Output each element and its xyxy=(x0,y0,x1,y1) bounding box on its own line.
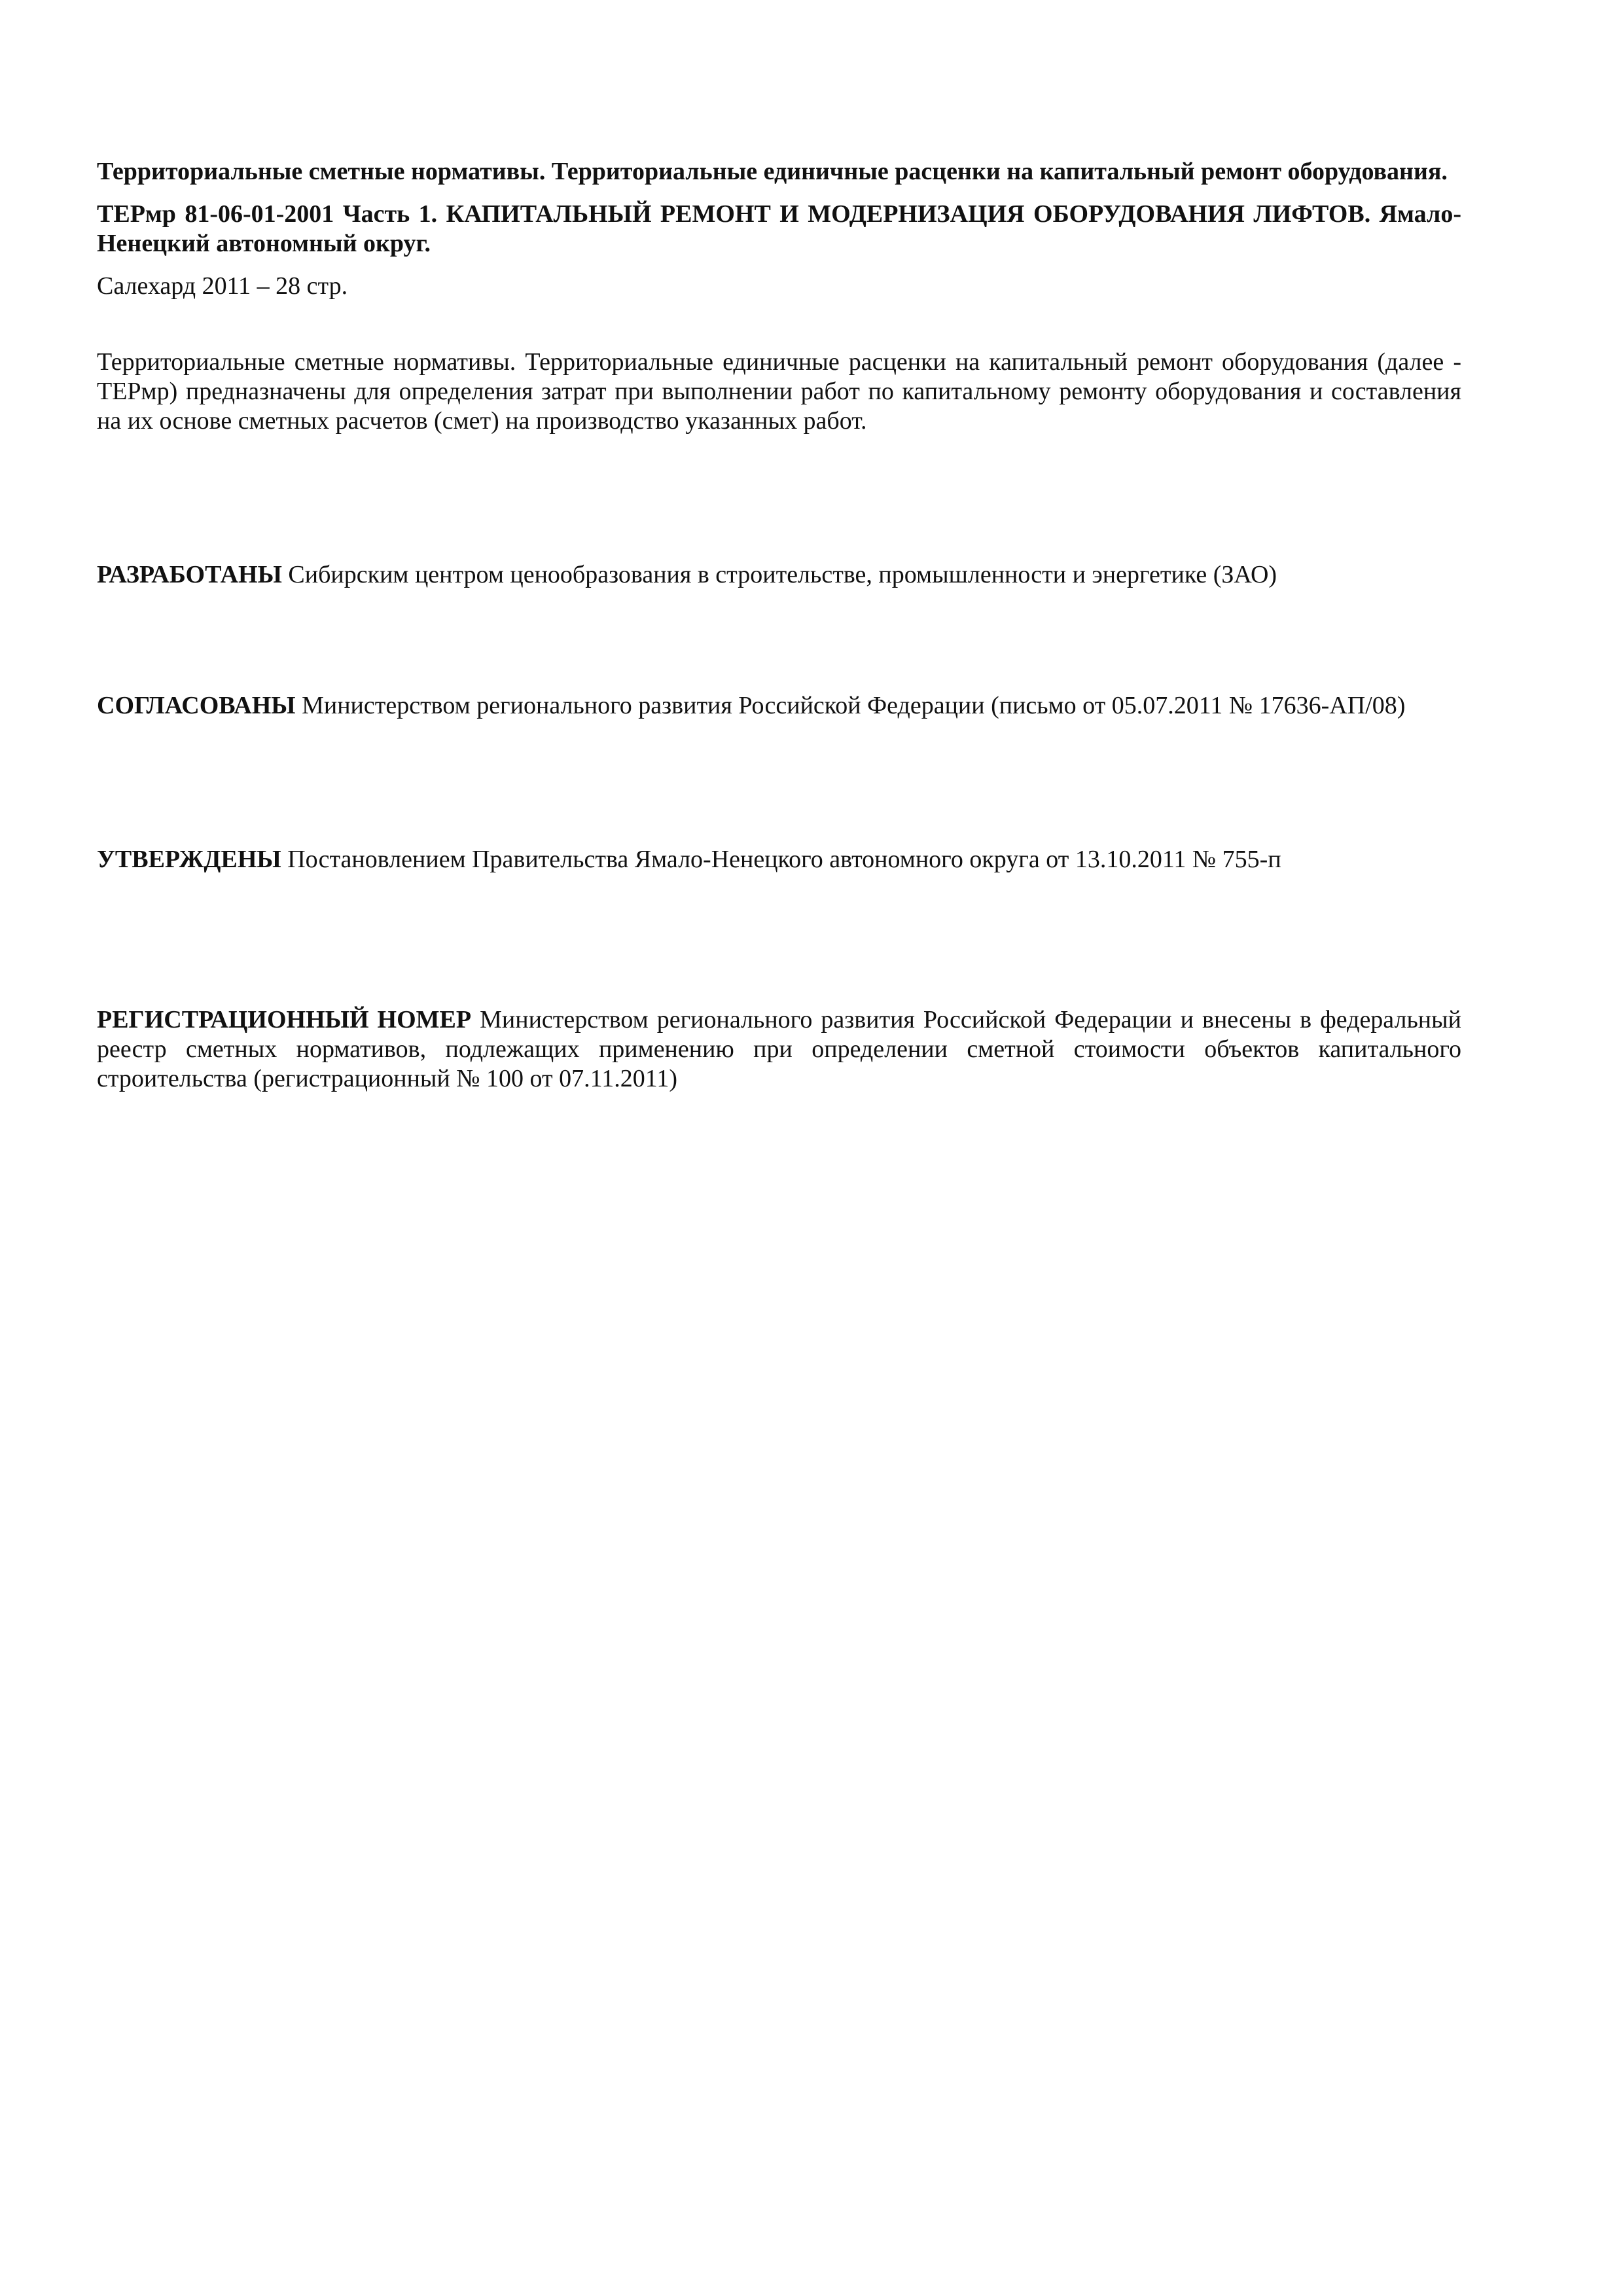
developed-paragraph xyxy=(97,560,1461,590)
agreed-label: СОГЛАСОВАНЫ xyxy=(97,692,296,719)
document-title xyxy=(97,157,1461,187)
registration-text: Министерством регионального развития Российской Федерации и внесены в федеральный реестр сметных нормативов, подлежащих применению при определении сметной стоимости объектов капитального строительства (регистрационный № 100 от 07.11.2011) xyxy=(97,1006,1462,1092)
agreed-text: Министерством регионального развития Российской Федерации (письмо от 05.07.2011 № 17636-АП/08) xyxy=(302,692,1406,719)
document-title-text: Территориальные сметные нормативы. Территориальные единичные расценки на капитальный ремонт оборудования. xyxy=(97,158,1448,185)
document-subtitle xyxy=(97,200,1461,259)
agreed-paragraph xyxy=(97,691,1461,721)
developed-label: РАЗРАБОТАНЫ xyxy=(97,561,282,588)
registration-paragraph xyxy=(97,1005,1461,1094)
approved-paragraph xyxy=(97,845,1461,874)
approved-text: Постановлением Правительства Ямало-Ненецкого автономного округа от 13.10.2011 № 755-п xyxy=(287,846,1281,873)
registration-label: РЕГИСТРАЦИОННЫЙ НОМЕР xyxy=(97,1006,472,1033)
abstract-paragraph: Территориальные сметные нормативы. Территориальные единичные расценки на капитальный ремонт оборудования (далее - ТЕРмр) предназначены для определения затрат при выполнении работ по капитальному ремонту оборудования и составления на их основе сметных расчетов (смет) на производство указанных работ. xyxy=(97,348,1461,435)
document-subtitle-text: ТЕРмр 81-06-01-2001 Часть 1. КАПИТАЛЬНЫЙ РЕМОНТ И МОДЕРНИЗАЦИЯ ОБОРУДОВАНИЯ ЛИФТОВ. Ямало-Ненецкий автономный округ. xyxy=(97,200,1461,257)
imprint-line: Салехард 2011 – 28 стр. xyxy=(97,272,348,300)
approved-label: УТВЕРЖДЕНЫ xyxy=(97,846,281,873)
developed-text: Сибирским центром ценообразования в строительстве, промышленности и энергетике (ЗАО) xyxy=(288,561,1277,588)
document-content xyxy=(97,157,1461,1094)
